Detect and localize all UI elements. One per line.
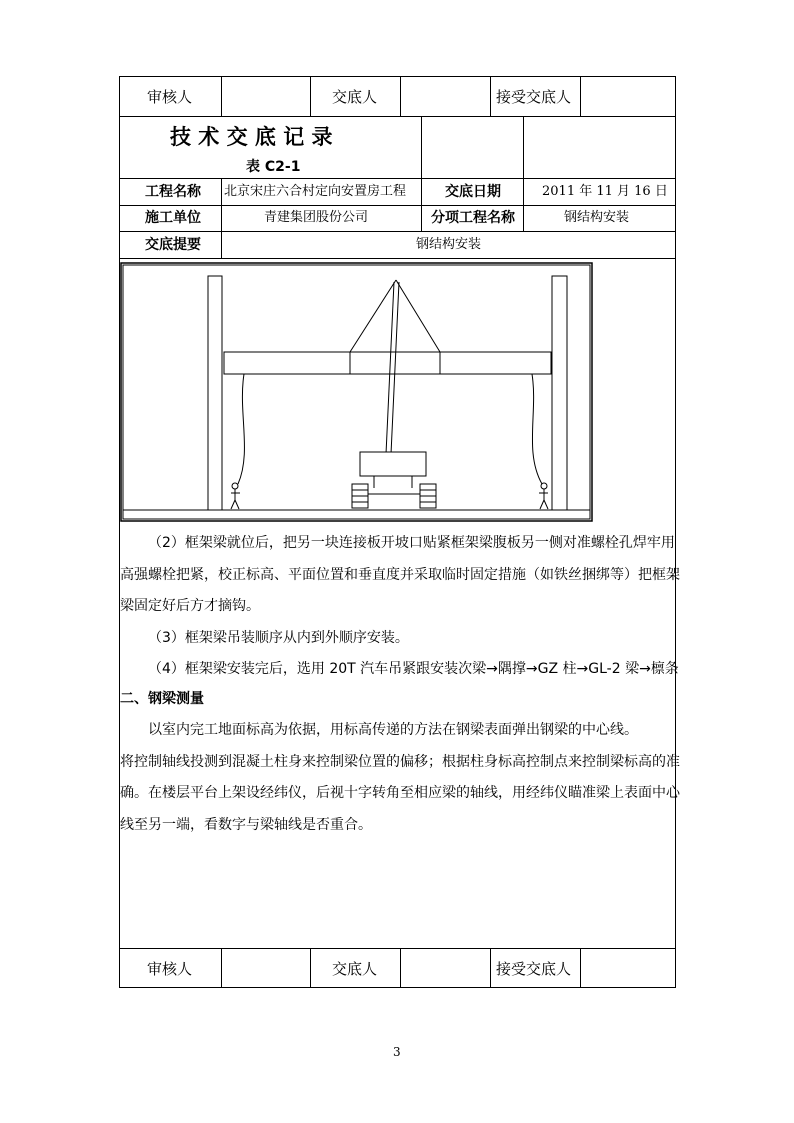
cell-divider [523, 178, 524, 231]
project-name-label: 工程名称 [145, 184, 201, 200]
row-divider [119, 231, 676, 232]
paragraph-line: （3）框架梁吊装顺序从内到外顺序安装。 [148, 630, 409, 646]
cell-divider [523, 116, 524, 178]
receiver-label: 接受交底人 [496, 88, 572, 106]
section-paragraph-line: 将控制轴线投测到混凝土柱身来控制梁位置的偏移；根据柱身标高控制点来控制梁标高的准 [120, 754, 680, 770]
unit-value: 青建集团股份公司 [264, 210, 369, 225]
cell-divider [221, 948, 222, 988]
table-top-border [119, 76, 676, 77]
row-divider [119, 205, 676, 206]
page-title: 技 术 交 底 记 录 [170, 125, 333, 149]
cell-divider [490, 76, 491, 116]
cell-divider [310, 76, 311, 116]
reviewer-label: 审核人 [147, 88, 193, 106]
section-heading: 二、钢梁测量 [120, 691, 204, 707]
paragraph-line: （4）框架梁安装完后，选用 20T 汽车吊紧跟安装次梁→隅撑→GZ 柱→GL-2 梁→檩条 [148, 661, 679, 677]
table-right-border [675, 76, 676, 988]
table-bottom-border [119, 987, 676, 988]
cell-divider [580, 948, 581, 988]
date-value: 2011 年 11 月 16 日 [542, 184, 668, 199]
sub-project-value: 钢结构安装 [564, 210, 630, 225]
section-paragraph-line: 以室内完工地面标高为依据，用标高传递的方法在钢梁表面弹出钢梁的中心线。 [148, 722, 638, 738]
cell-divider [221, 178, 222, 258]
row-divider [119, 948, 676, 949]
sub-project-label: 分项工程名称 [431, 210, 515, 226]
cell-divider [221, 76, 222, 116]
cell-divider [490, 948, 491, 988]
table-left-border [119, 76, 120, 988]
cell-divider [400, 76, 401, 116]
cell-divider [421, 116, 422, 178]
cell-divider [400, 948, 401, 988]
presenter-label-bottom: 交底人 [332, 960, 378, 978]
paragraph-line: 梁固定好后方才摘钩。 [120, 598, 260, 614]
row-divider [119, 258, 676, 259]
summary-value: 钢结构安装 [416, 237, 482, 252]
project-name-value: 北京宋庄六合村定向安置房工程 [224, 184, 407, 199]
reviewer-label-bottom: 审核人 [147, 960, 193, 978]
paragraph-line: 高强螺栓把紧，校正标高、平面位置和垂直度并采取临时固定措施（如铁丝捆绑等）把框架 [120, 567, 680, 583]
section-paragraph-line: 确。在楼层平台上架设经纬仪，后视十字转角至相应梁的轴线，用经纬仪瞄准梁上表面中心 [120, 785, 680, 801]
page-number: 3 [393, 1045, 401, 1059]
summary-label: 交底提要 [145, 237, 201, 253]
date-label: 交底日期 [445, 184, 501, 200]
paragraph-line: （2）框架梁就位后，把另一块连接板开坡口贴紧框架梁腹板另一侧对准螺栓孔焊牢用 [148, 535, 675, 551]
cell-divider [580, 76, 581, 116]
row-divider [119, 178, 676, 179]
unit-label: 施工单位 [145, 210, 201, 226]
cell-divider [421, 178, 422, 231]
form-code: 表 C2-1 [246, 159, 301, 175]
row-divider [119, 116, 676, 117]
steel-beam-lifting-diagram [120, 262, 594, 524]
section-paragraph-line: 线至另一端，看数字与梁轴线是否重合。 [120, 817, 372, 833]
receiver-label-bottom: 接受交底人 [496, 960, 572, 978]
cell-divider [310, 948, 311, 988]
presenter-label: 交底人 [332, 88, 378, 106]
